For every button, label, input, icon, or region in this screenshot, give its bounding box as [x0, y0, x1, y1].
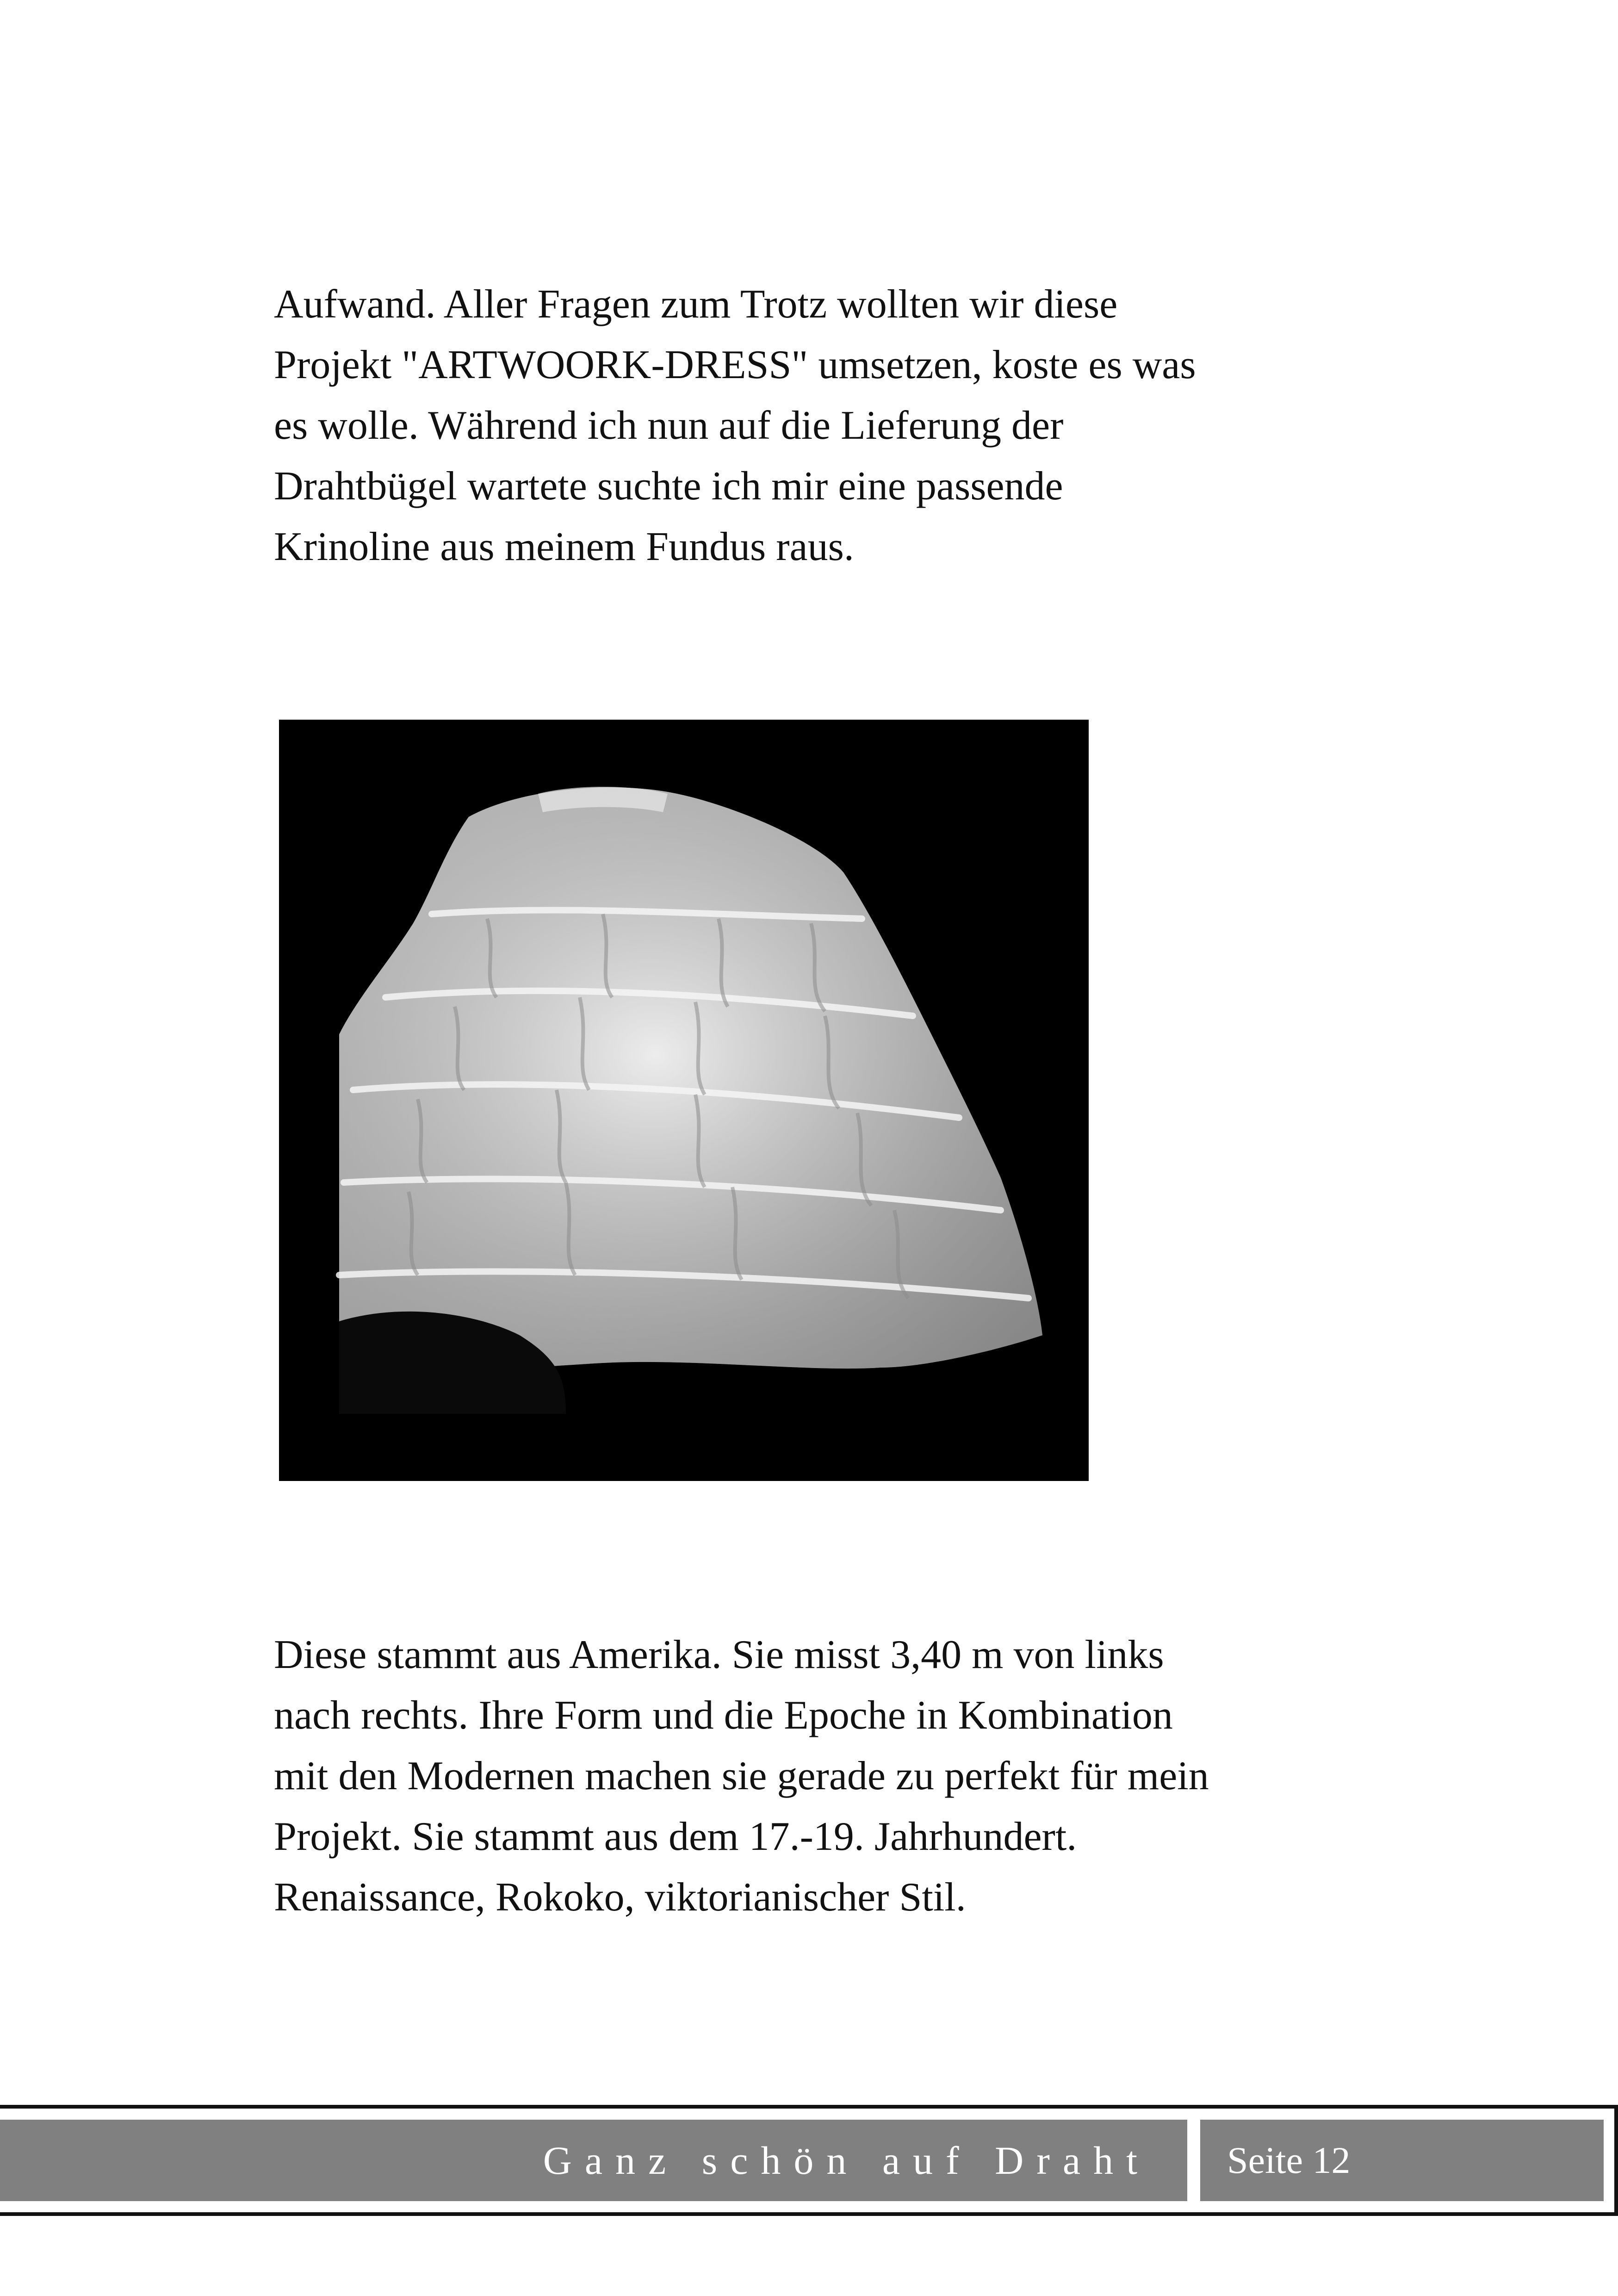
body-paragraph-1: Aufwand. Aller Fragen zum Trotz wollten wir diese Projekt "ARTWOORK-DRESS" umsetzen, koste es was es wolle. Während ich nun auf die Lieferung der Drahtbügel wartete suchte ich mir eine passende Krinoline aus meinem Fundus raus. — [274, 282, 1196, 569]
footer-title: Ganz schön auf Draht — [543, 2138, 1150, 2183]
footer-title-box — [0, 2120, 1190, 2201]
crinoline-photo — [279, 720, 1089, 1481]
page-number: Seite 12 — [1227, 2139, 1351, 2181]
footer-page-box — [1200, 2120, 1604, 2201]
crinoline-illustration — [279, 720, 1089, 1481]
page-footer — [0, 2105, 1618, 2216]
body-paragraph-2: Diese stammt aus Amerika. Sie misst 3,40 m von links nach rechts. Ihre Form und die Epoche in Kombination mit den Modernen machen sie gerade zu perfekt für mein Projekt. Sie stammt aus dem 17.-19. Jahrhundert. Renaissance, Rokoko, viktorianischer Stil. — [274, 1632, 1209, 1920]
